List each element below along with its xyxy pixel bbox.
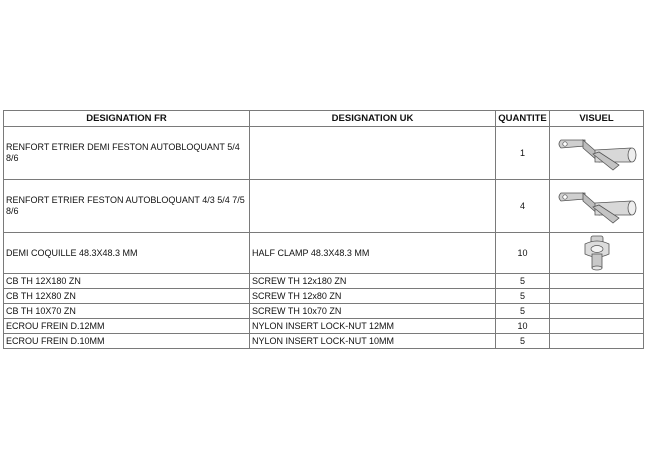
cell-designation-fr: ECROU FREIN D.10MM [4,334,250,349]
table-row [4,304,644,319]
table-row [4,289,644,304]
cell-designation-uk [250,127,496,180]
half-clamp-image [577,234,617,272]
cell-designation-fr: CB TH 10X70 ZN [4,304,250,319]
cell-designation-uk: NYLON INSERT LOCK-NUT 10MM [250,334,496,349]
cell-quantite: 5 [496,289,550,304]
cell-quantite: 10 [496,233,550,274]
cell-visuel [550,319,644,334]
cell-designation-fr: CB TH 12X80 ZN [4,289,250,304]
cell-designation-fr: CB TH 12X180 ZN [4,274,250,289]
cell-visuel [550,233,644,274]
bracket-reinforcement-image [555,132,639,174]
cell-designation-uk: SCREW TH 10x70 ZN [250,304,496,319]
table-row [4,233,644,274]
table-row [4,127,644,180]
header-quantite: QUANTITE [496,111,550,127]
bracket-reinforcement-image [555,185,639,227]
cell-designation-uk [250,180,496,233]
table-row [4,274,644,289]
table-row [4,319,644,334]
cell-visuel [550,304,644,319]
cell-quantite: 4 [496,180,550,233]
cell-designation-fr: ECROU FREIN D.12MM [4,319,250,334]
cell-visuel [550,127,644,180]
cell-visuel [550,180,644,233]
table-row [4,180,644,233]
cell-designation-uk: SCREW TH 12x80 ZN [250,289,496,304]
cell-quantite: 5 [496,304,550,319]
header-designation-uk: DESIGNATION UK [250,111,496,127]
cell-designation-fr: DEMI COQUILLE 48.3X48.3 MM [4,233,250,274]
cell-designation-uk: HALF CLAMP 48.3X48.3 MM [250,233,496,274]
cell-quantite: 10 [496,319,550,334]
cell-designation-uk: SCREW TH 12x180 ZN [250,274,496,289]
table-row [4,334,644,349]
table-header-row [4,111,644,127]
cell-quantite: 1 [496,127,550,180]
parts-table [3,110,644,349]
cell-quantite: 5 [496,274,550,289]
cell-designation-fr: RENFORT ETRIER DEMI FESTON AUTOBLOQUANT 5/4 8/6 [4,127,250,180]
cell-visuel [550,274,644,289]
header-visuel: VISUEL [550,111,644,127]
cell-visuel [550,334,644,349]
header-designation-fr: DESIGNATION FR [4,111,250,127]
cell-designation-fr: RENFORT ETRIER FESTON AUTOBLOQUANT 4/3 5/4 7/5 8/6 [4,180,250,233]
cell-designation-uk: NYLON INSERT LOCK-NUT 12MM [250,319,496,334]
cell-quantite: 5 [496,334,550,349]
cell-visuel [550,289,644,304]
